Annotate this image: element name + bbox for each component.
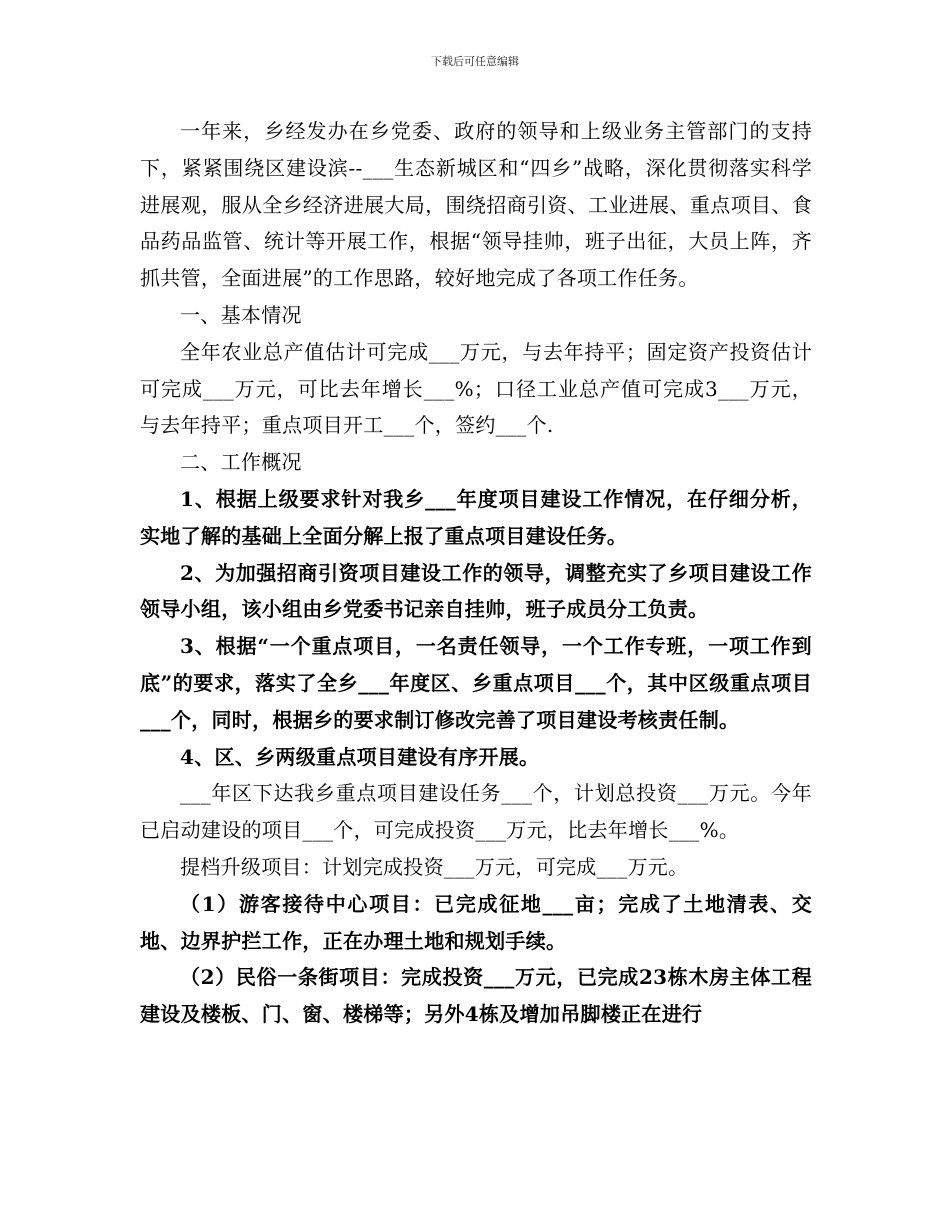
intro-paragraph: 一年来，乡经发办在乡党委、政府的领导和上级业务主管部门的支持下，紧紧围绕区建设滨--___生态新城区和“四乡”战略，深化贯彻落实科学进展观，服从全乡经济进展大局，围绕招商引资、工业进展、重点项目、食品药品监管、统计等开展工作，根据“领导挂帅，班子出征，大员上阵，齐抓共管，全面进展”的工作思路，较好地完成了各项工作任务。 (140, 119, 812, 291)
basic-situation-paragraph: 全年农业总产值估计可完成___万元，与去年持平；固定资产投资估计可完成___万元，可比去年增长___%；口径工业总产值可完成3___万元，与去年持平；重点项目开工___个，签约___个. (140, 339, 812, 438)
section-heading-overview: 二、工作概况 (180, 450, 302, 475)
overview-item-4: 4、区、乡两级重点项目建设有序开展。 (180, 744, 540, 769)
overview-item-3: 3、根据“一个重点项目，一名责任领导，一个工作专班，一项工作到底”的要求，落实了全乡___年度区、乡重点项目___个，其中区级重点项目___个，同时，根据乡的要求制订修改完善了项目建设考核责任制。 (140, 634, 812, 732)
visitor-center-paragraph: （1）游客接待中心项目：已完成征地___亩；完成了土地清表、交地、边界护拦工作，正在办理土地和规划手续。 (140, 891, 812, 953)
overview-item-2: 2、为加强招商引资项目建设工作的领导，调整充实了乡项目建设工作领导小组，该小组由乡党委书记亲自挂帅，班子成员分工负责。 (140, 560, 812, 622)
document-body (140, 113, 812, 1033)
overview-item-1: 1、根据上级要求针对我乡___年度项目建设工作情况，在仔细分析，实地了解的基础上全面分解上报了重点项目建设任务。 (140, 486, 812, 548)
folk-street-paragraph: （2）民俗一条街项目：完成投资___万元，已完成23栋木房主体工程建设及楼板、门、窗、楼梯等；另外4栋及增加吊脚楼正在进行 (140, 965, 812, 1027)
task-paragraph: ___年区下达我乡重点项目建设任务___个，计划总投资___万元。今年已启动建设的项目___个，可完成投资___万元，比去年增长___%。 (140, 781, 812, 843)
upgrade-paragraph: 提档升级项目：计划完成投资___万元，可完成___万元。 (180, 854, 689, 879)
section-heading-basic: 一、基本情况 (180, 302, 302, 327)
page-header: 下载后可任意编辑 (431, 55, 519, 68)
